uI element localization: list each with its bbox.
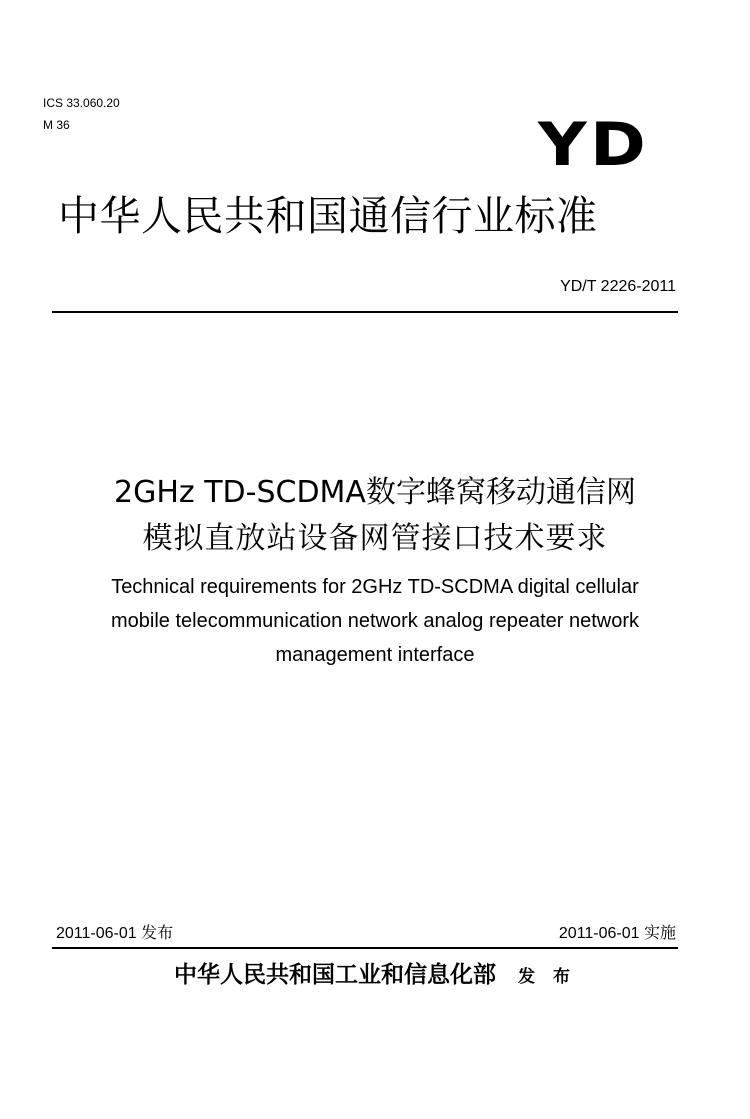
standard-number: YD/T 2226-2011 [560,278,676,295]
chinese-title [0,470,750,562]
footer-divider [52,947,678,949]
yd-logo: YD [538,110,650,180]
chinese-title-line-1: 2GHz TD-SCDMA数字蜂窝移动通信网 [114,475,636,510]
standard-category-title: 中华人民共和国通信行业标准 [58,192,598,240]
header-divider [52,311,678,313]
ics-code: ICS 33.060.20 [43,96,120,110]
publisher-line [0,959,750,993]
english-title [0,570,750,672]
publisher-name: 中华人民共和国工业和信息化部 [174,961,497,988]
english-title-line-3: management interface [275,644,475,666]
english-title-line-1: Technical requirements for 2GHz TD-SCDMA digital cellular [111,576,639,598]
publisher-action: 发 布 [518,967,576,987]
english-title-line-2: mobile telecommunication network analog repeater network [110,610,640,632]
ccs-code: M 36 [43,118,70,132]
chinese-title-line-2: 模拟直放站设备网管接口技术要求 [142,521,608,556]
implementation-date: 2011-06-01 实施 [558,925,676,942]
issue-date: 2011-06-01 发布 [56,925,174,942]
